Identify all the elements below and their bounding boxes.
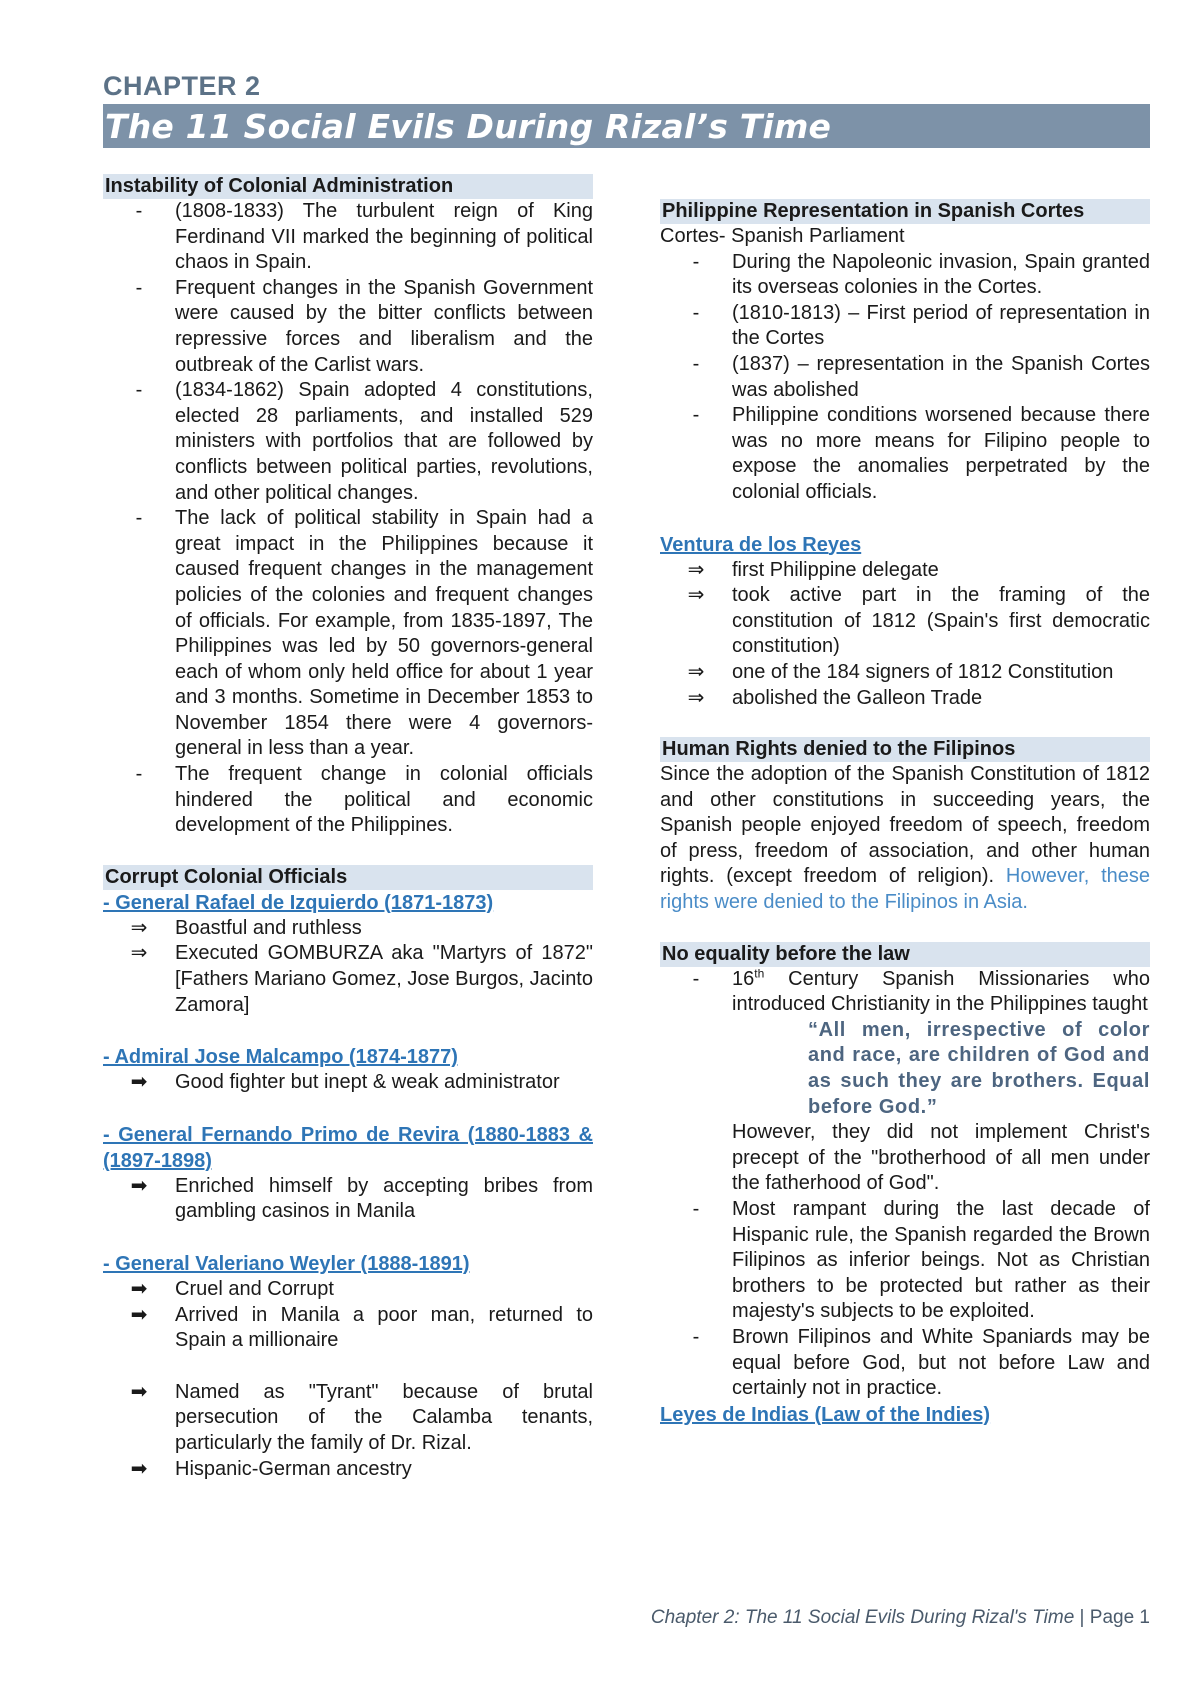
dash-bullet: - xyxy=(692,301,700,324)
section-heading-corrupt: Corrupt Colonial Officials xyxy=(103,865,593,890)
dash-bullet: - xyxy=(135,276,143,299)
ventura-list xyxy=(660,558,1150,712)
list-item: - Brown Filipinos and White Spaniards may be equal before God, but not before Law and certainly not in practice. xyxy=(660,1325,1150,1402)
representation-list xyxy=(660,250,1150,506)
list-item: - Philippine conditions worsened because there was no more means for Filipino people to expose the anomalies perpetrated by the colonial officials. xyxy=(660,403,1150,505)
implies-icon: ⇒ xyxy=(687,558,705,581)
block-quote: “All men, irrespective of color and race, are children of God and as such they are brothers. Equal before God.” xyxy=(808,1018,1150,1118)
weyler-list xyxy=(103,1277,593,1482)
list-item: - The frequent change in colonial officials hindered the political and economic development of the Philippines. xyxy=(103,762,593,839)
list-item: ➡ Cruel and Corrupt xyxy=(103,1277,593,1303)
list-item: ⇒ Boastful and ruthless xyxy=(103,916,593,942)
official-link-primo[interactable]: - General Fernando Primo de Revira (1880-1883 & (1897-1898) xyxy=(103,1123,593,1172)
list-item: - (1834-1862) Spain adopted 4 constitutions, elected 28 parliaments, and installed 529 ministers with portfolios that are followed by conflicts between political parties, revolutions, and other political changes. xyxy=(103,378,593,506)
list-item: - (1810-1813) – First period of representation in the Cortes xyxy=(660,301,1150,352)
right-column xyxy=(660,174,1150,1428)
page-footer xyxy=(651,1607,1150,1629)
list-item: - The lack of political stability in Spain had a great impact in the Philippines because it caused frequent changes in the management policies of the colonies and frequent changes of officials. For example, from 1835-1897, The Philippines was led by 50 governors-general each of whom only held office for about 1 year and 3 months. Sometime in December 1853 to November 1854 there were 4 governors-general in less than a year. xyxy=(103,506,593,762)
section-heading-equality: No equality before the law xyxy=(660,942,1150,967)
implies-icon: ⇒ xyxy=(687,660,705,683)
list-item: - Most rampant during the last decade of Hispanic rule, the Spanish regarded the Brown Filipinos as inferior beings. Not as Christian brothers to be protected but rather as their majesty's subjects to be exploited. xyxy=(660,1197,1150,1325)
arrow-icon: ➡ xyxy=(130,1174,148,1197)
footer-separator: | xyxy=(1074,1607,1090,1628)
list-item: ➡ Enriched himself by accepting bribes from gambling casinos in Manila xyxy=(103,1174,593,1225)
primo-list xyxy=(103,1174,593,1225)
instability-list xyxy=(103,199,593,839)
dash-bullet: - xyxy=(692,250,700,273)
list-item: ⇒ one of the 184 signers of 1812 Constitution xyxy=(660,660,1150,686)
equality-list-2 xyxy=(660,1197,1150,1402)
official-link-malcampo[interactable]: - Admiral Jose Malcampo (1874-1877) xyxy=(103,1046,458,1069)
arrow-icon: ➡ xyxy=(130,1278,148,1300)
rights-paragraph: Since the adoption of the Spanish Constitution of 1812 and other constitutions in succeeding years, the Spanish people enjoyed freedom of speech, freedom of press, freedom of association, and other human rights. (except freedom of religion). However, these rights were denied to the Filipinos in Asia. xyxy=(660,763,1150,914)
official-link-weyler[interactable]: - General Valeriano Weyler (1888-1891) xyxy=(103,1253,470,1275)
page-title: The 11 Social Evils During Rizal’s Time xyxy=(105,106,832,146)
dash-bullet: - xyxy=(135,200,143,222)
list-item: - (1837) – representation in the Spanish Cortes was abolished xyxy=(660,352,1150,403)
implies-icon: ⇒ xyxy=(687,584,705,607)
list-item: ➡ Good fighter but inept & weak administrator xyxy=(103,1070,593,1096)
list-spacer xyxy=(103,1354,593,1380)
title-bar xyxy=(103,104,1150,148)
malcampo-list xyxy=(103,1070,593,1096)
list-item: - (1808-1833) The turbulent reign of King Ferdinand VII marked the beginning of political chaos in Spain. xyxy=(103,199,593,276)
equality-list xyxy=(660,967,1150,1018)
arrow-icon: ➡ xyxy=(130,1303,148,1326)
dash-bullet: - xyxy=(692,1325,700,1348)
section-heading-instability: Instability of Colonial Administration xyxy=(103,174,593,199)
list-item: - During the Napoleonic invasion, Spain granted its overseas colonies in the Cortes. xyxy=(660,250,1150,301)
arrow-icon: ➡ xyxy=(130,1457,148,1480)
list-item: - 16th Century Spanish Missionaries who introduced Christianity in the Philippines taught xyxy=(660,967,1150,1018)
list-item: ⇒ Executed GOMBURZA aka "Martyrs of 1872" [Fathers Mariano Gomez, Jose Burgos, Jacinto Zamora] xyxy=(103,941,593,1018)
footer-title: Chapter 2: The 11 Social Evils During Rizal's Time xyxy=(650,1607,1075,1628)
leyes-link[interactable]: Leyes de Indias (Law of the Indies) xyxy=(660,1403,991,1426)
list-item: ⇒ first Philippine delegate xyxy=(660,558,1150,584)
dash-bullet: - xyxy=(135,379,143,402)
rights-highlight: However, these rights were denied to the Filipinos in Asia. xyxy=(660,865,1150,914)
list-item: - Frequent changes in the Spanish Government were caused by the bitter conflicts between repressive forces and liberalism and the outbreak of the Carlist wars. xyxy=(103,276,593,378)
dash-bullet: - xyxy=(135,763,143,786)
list-item: ➡ Arrived in Manila a poor man, returned to Spain a millionaire xyxy=(103,1303,593,1354)
dash-bullet: - xyxy=(692,352,700,375)
continuation-text: However, they did not implement Christ's precept of the "brotherhood of all men under the fatherhood of God". xyxy=(732,1121,1150,1195)
section-heading-rights: Human Rights denied to the Filipinos xyxy=(660,737,1150,762)
implies-icon: ⇒ xyxy=(130,916,148,939)
dash-bullet: - xyxy=(692,967,700,990)
implies-icon: ⇒ xyxy=(130,942,148,965)
ventura-link[interactable]: Ventura de los Reyes xyxy=(660,533,862,556)
arrow-icon: ➡ xyxy=(130,1380,148,1403)
left-column xyxy=(103,174,593,1482)
page xyxy=(103,70,1150,1480)
page-number: Page 1 xyxy=(1089,1607,1150,1628)
cortes-definition: Cortes- Spanish Parliament xyxy=(660,225,905,247)
section-heading-representation: Philippine Representation in Spanish Cortes xyxy=(660,199,1150,224)
chapter-label: CHAPTER 2 xyxy=(103,71,261,101)
implies-icon: ⇒ xyxy=(687,686,705,709)
izquierdo-list xyxy=(103,916,593,1018)
dash-bullet: - xyxy=(692,404,700,427)
dash-bullet: - xyxy=(692,1198,700,1220)
list-item: ➡ Named as "Tyrant" because of brutal persecution of the Calamba tenants, particularly the family of Dr. Rizal. xyxy=(103,1380,593,1457)
official-link-izquierdo[interactable]: - General Rafael de Izquierdo (1871-1873) xyxy=(103,891,494,914)
list-item: ➡ Hispanic-German ancestry xyxy=(103,1457,593,1483)
list-item: ⇒ took active part in the framing of the constitution of 1812 (Spain's first democratic constitution) xyxy=(660,583,1150,660)
arrow-icon: ➡ xyxy=(130,1071,148,1094)
list-item: ⇒ abolished the Galleon Trade xyxy=(660,686,1150,712)
dash-bullet: - xyxy=(135,507,143,530)
